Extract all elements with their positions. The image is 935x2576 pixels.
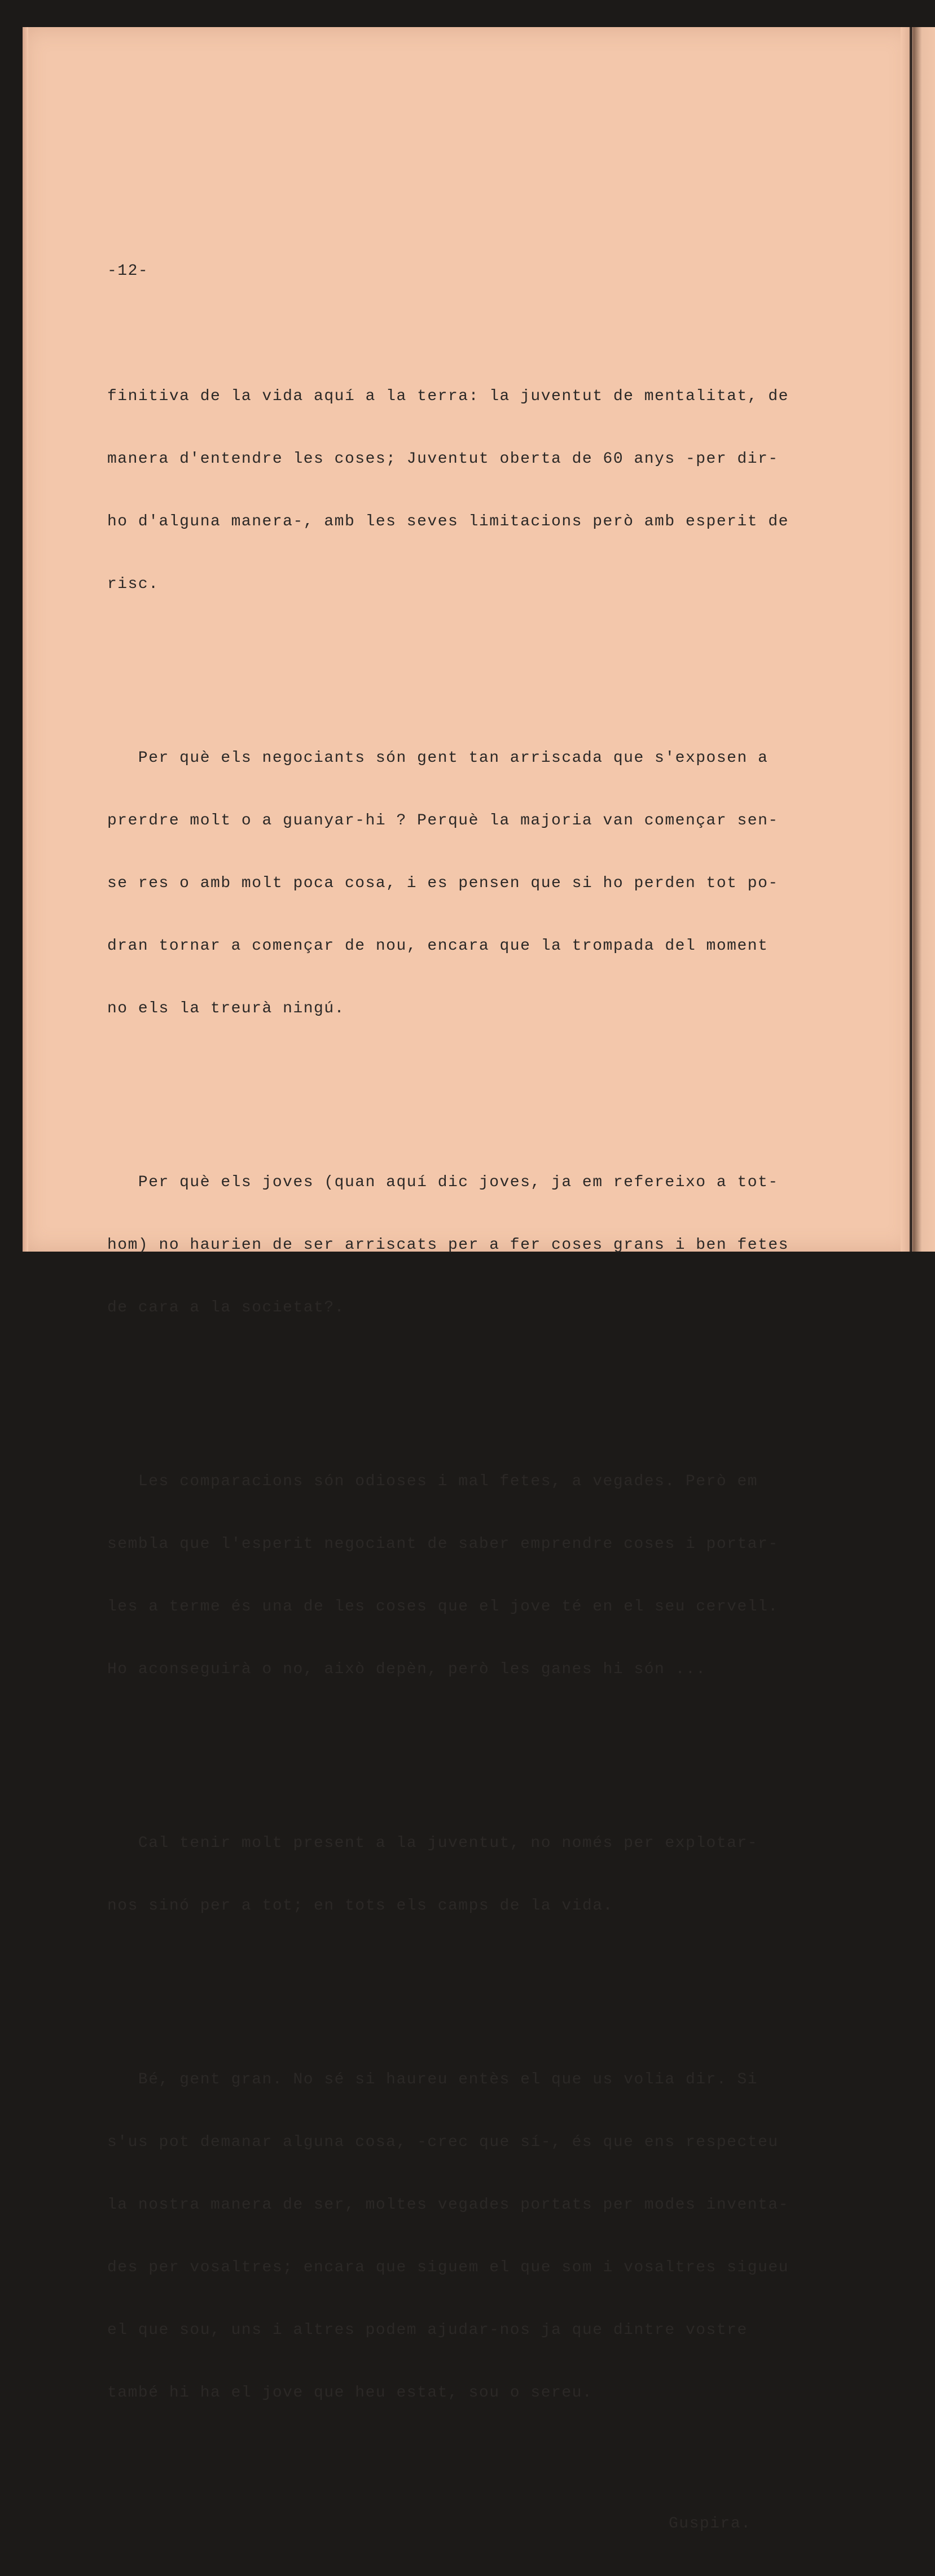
paragraph-line: no els la treurà ningú. bbox=[107, 1000, 345, 1017]
paragraph-line: Ho aconseguirà o no, això depèn, però les ganes hi són ... bbox=[107, 1661, 706, 1678]
paragraph-line: Les comparacions són odioses i mal fetes, a vegades. Però em bbox=[107, 1473, 758, 1490]
paragraph-line: s'us pot demanar alguna cosa, -crec que sí-, és que ens respecteu bbox=[107, 2134, 779, 2151]
binding-shadow bbox=[910, 27, 912, 1252]
paragraph-line: des per vosaltres; encara que siguem el que som i vosaltres sigueu bbox=[107, 2259, 789, 2276]
paragraph-2 bbox=[107, 706, 858, 1061]
paragraph-line: també hi ha el jove que heu estat, sou o sereu. bbox=[107, 2384, 593, 2402]
paragraph-line: Per què els joves (quan aquí dic joves, ja em refereixo a tot- bbox=[107, 1174, 779, 1191]
paragraph-line: hom) no haurien de ser arriscats per a fer coses grans i ben fetes bbox=[107, 1236, 789, 1254]
adjacent-page-edge bbox=[913, 27, 935, 1252]
signature: Guspira. bbox=[669, 2515, 752, 2533]
paragraph-line: el que sou, uns i altres podem ajudar-nos ja que dintre vostre bbox=[107, 2322, 748, 2339]
paragraph-line: ho d'alguna manera-, amb les seves limitacions però amb esperit de bbox=[107, 513, 789, 530]
paragraph-line: finitiva de la vida aquí a la terra: la juventut de mentalitat, de bbox=[107, 388, 789, 405]
paper-page bbox=[23, 27, 913, 2533]
paragraph-line: Bé, gent gran. No sé si haureu entès el que us volia dir. Si bbox=[107, 2071, 758, 2088]
paragraph-line: sembla que l'esperit negociant de saber emprendre coses i portar- bbox=[107, 1535, 779, 1553]
paragraph-line: Cal tenir molt present a la juventut, no només per explotar- bbox=[107, 1835, 758, 1852]
paragraph-1 bbox=[107, 344, 858, 637]
paragraph-line: nos sinó per a tot; en tots els camps de la vida. bbox=[107, 1897, 613, 1915]
page-number: -12- bbox=[107, 262, 149, 280]
page-edge-left bbox=[23, 27, 28, 1252]
paragraph-line: prerdre molt o a guanyar-hi ? Perquè la majoria van començar sen- bbox=[107, 812, 779, 830]
paragraph-3 bbox=[107, 1130, 858, 1360]
paragraph-line: les a terme és una de les coses que el jove té en el seu cervell. bbox=[107, 1598, 779, 1616]
paragraph-line: dran tornar a començar de nou, encara que la trompada del moment bbox=[107, 937, 769, 955]
paragraph-line: manera d'entendre les coses; Juventut oberta de 60 anys -per dir- bbox=[107, 450, 779, 468]
paragraph-line: risc. bbox=[107, 576, 159, 593]
paragraph-line: la nostra manera de ser, moltes vegades portats per modes inventa- bbox=[107, 2196, 789, 2214]
paragraph-line: se res o amb molt poca cosa, i es pensen que si ho perden tot po- bbox=[107, 875, 779, 892]
paragraph-line: de cara a la societat?. bbox=[107, 1299, 345, 1316]
paragraph-line: Per què els negociants són gent tan arriscada que s'exposen a bbox=[107, 749, 769, 767]
typewritten-text-block bbox=[107, 219, 858, 2576]
paragraph-6 bbox=[107, 2028, 858, 2445]
paragraph-4 bbox=[107, 1429, 858, 1722]
paragraph-5 bbox=[107, 1791, 858, 1958]
